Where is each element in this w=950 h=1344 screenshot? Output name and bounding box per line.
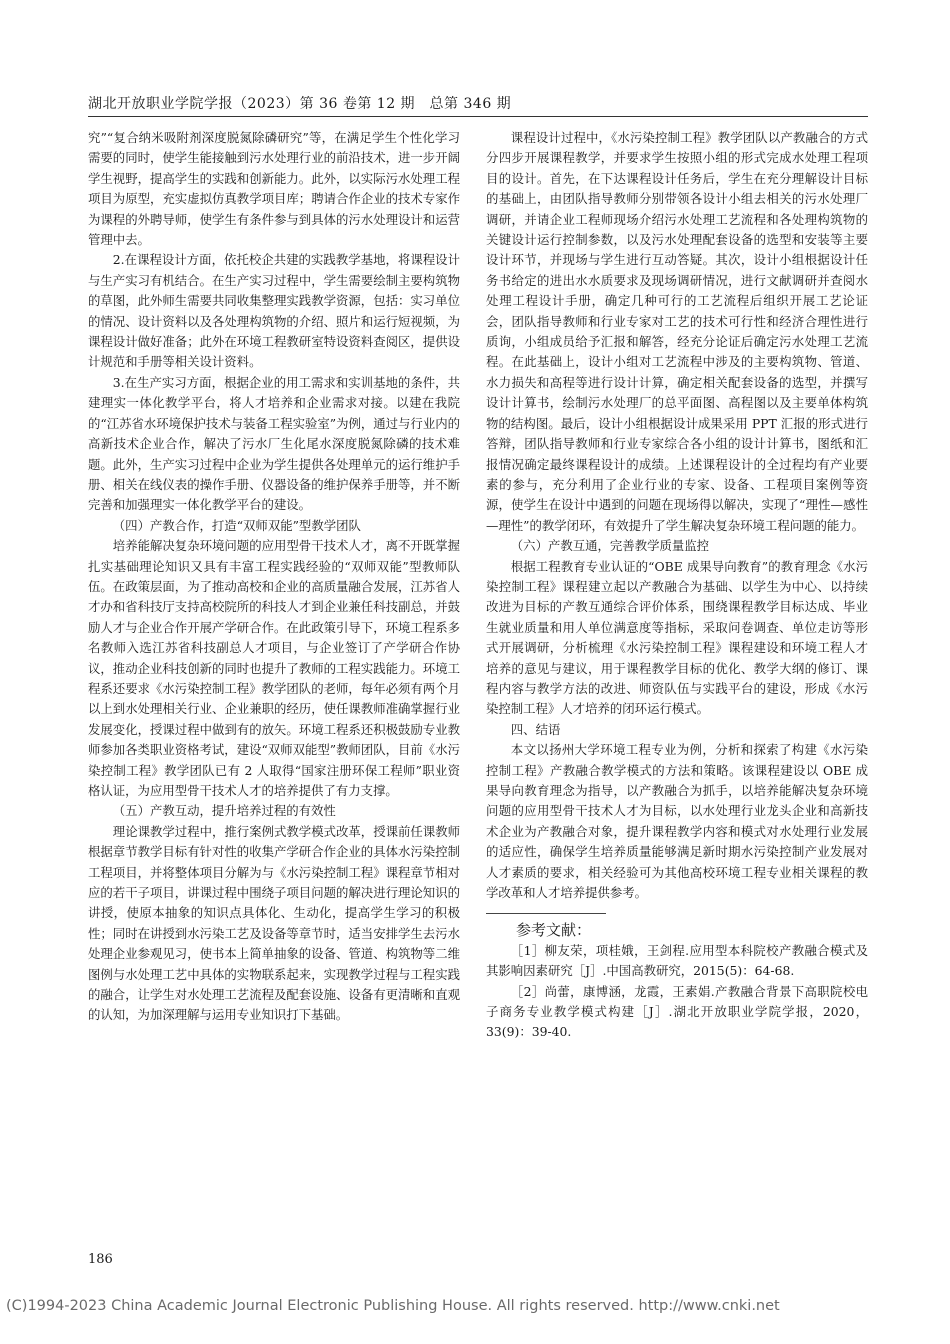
references-heading: 参考文献： bbox=[516, 921, 592, 940]
header-rule bbox=[88, 116, 868, 117]
journal-header: 湖北开放职业学院学报（2023）第 36 卷第 12 期 总第 346 期 bbox=[88, 96, 512, 112]
reference-item: ［2］尚蕾，康博涵，龙霞，王素娟.产教融合背景下高职院校电子商务专业教学模式构建［J］.湖北开放职业学院学报，2020，33(9)：39-40. bbox=[486, 983, 868, 1040]
section-heading: （四）产教合作，打造“双师双能”型教学团队 bbox=[112, 517, 361, 533]
paragraph: 理论课教学过程中，推行案例式教学模式改革，授课前任课教师根据章节教学目标有针对性的收集产学研合作企业的具体水污染控制工程项目，并将整体项目分解为与《水污染控制工程》课程章节相对应的若干子项目，讲课过程中围绕子项目问题的解决进行理论知识的讲授，使原本抽象的知识点具体化、生动化，提高学生学习的积极性；同时在讲授到水污染工艺及设备等章节时，适当安排学生去污水处理企业参观见习，使书本上简单抽象的设备、管道、构筑物等二维图例与水处理工艺中具体的实物联系起来，实现教学过程与工程实践的融合，让学生对水处理工艺流程及配套设施、设备有更清晰和直观的认知，为加深理解与运用专业知识打下基础。 bbox=[88, 823, 460, 1023]
references-divider bbox=[486, 913, 606, 914]
page-number: 186 bbox=[88, 1252, 113, 1267]
section-heading: （六）产教互通，完善教学质量监控 bbox=[510, 538, 710, 554]
left-column bbox=[88, 128, 460, 1026]
paragraph: 究”“复合纳米吸附剂深度脱氮除磷研究”等，在满足学生个性化学习需要的同时，使学生能接触到污水处理行业的前沿技术，进一步开阔学生视野，提高学生的实践和创新能力。此外，以实际污水处理工程项目为原型，充实虚拟仿真教学项目库；聘请合作企业的技术专家作为课程的外聘导师，使学生有条件参与到具体的污水处理设计和运营管理中去。 bbox=[88, 130, 460, 248]
reference-item: ［1］柳友荣，项桂娥，王剑程.应用型本科院校产教融合模式及其影响因素研究［J］.中国高教研究，2015(5)：64-68. bbox=[486, 942, 868, 979]
copyright-footer: (C)1994-2023 China Academic Journal Electronic Publishing House. All rights reserved. http://www.cnki.net bbox=[6, 1298, 780, 1314]
right-column bbox=[486, 128, 868, 1043]
paragraph: 本文以扬州大学环境工程专业为例，分析和探索了构建《水污染控制工程》产教融合教学模式的方法和策略。该课程建设以 OBE 成果导向教育理念为指导，以产教融合为抓手，以培养能解决复杂环境问题的应用型骨干技术人才为目标，以水处理行业龙头企业和高新技术企业为产教融合对象，提升课程教学内容和模式对水处理行业发展的适应性，确保学生培养质量能够满足新时期水污染控制产业发展对人才素质的要求，相关经验可为其他高校环境工程专业相关课程的教学改革和人才培养提供参考。 bbox=[486, 742, 868, 901]
paragraph: 根据工程教育专业认证的“OBE 成果导向教育”的教育理念《水污染控制工程》课程建立起以产教融合为基础、以学生为中心、以持续改进为目标的产教互通综合评价体系，围绕课程教学目标达成、毕业生就业质量和用人单位满意度等指标，采取问卷调查、单位走访等形式开展调研，分析梳理《水污染控制工程》课程建设和环境工程人才培养的意见与建议，用于课程教学目标的优化、教学大纲的修订、课程内容与教学方法的改进、师资队伍与实践平台的建设，形成《水污染控制工程》人才培养的闭环运行模式。 bbox=[486, 558, 868, 717]
section-heading: （五）产教互动，提升培养过程的有效性 bbox=[112, 803, 336, 819]
paragraph: 课程设计过程中，《水污染控制工程》教学团队以产教融合的方式分四步开展课程教学，并要求学生按照小组的形式完成水处理工程项目的设计。首先，在下达课程设计任务后，学生在充分理解设计目标的基础上，由团队指导教师分别带领各设计小组去相关的污水处理厂调研，并请企业工程师现场介绍污水处理工艺流程和各处理构筑物的关键设计运行控制参数，以及污水处理配套设备的选型和安装等主要设计环节，并现场与学生进行互动答疑。其次，设计小组根据设计任务书给定的进出水水质要求及现场调研情况，进行文献调研并查阅水处理工程设计手册，确定几种可行的工艺流程后组织开展工艺论证会，团队指导教师和行业专家对工艺的技术可行性和经济合理性进行质询，小组成员给予汇报和解答，经充分论证后确定污水处理工艺流程。在此基础上，设计小组对工艺流程中涉及的主要构筑物、管道、水力损失和高程等进行设计计算，确定相关配套设备的选型，并撰写设计计算书，绘制污水处理厂的总平面图、高程图以及主要单体构筑物的结构图。最后，设计小组根据设计成果采用 PPT 汇报的形式进行答辩，团队指导教师和行业专家综合各小组的设计计算书，图纸和汇报情况确定最终课程设计的成绩。上述课程设计的全过程均有产业要素的参与，充分利用了企业行业的专家、设备、工程项目案例等资源，使学生在设计中遇到的问题在现场得以解决，实现了“理性—感性—理性”的教学闭环，有效提升了学生解决复杂环境工程问题的能力。 bbox=[486, 130, 868, 533]
paragraph: 3.在生产实习方面，根据企业的用工需求和实训基地的条件，共建理实一体化教学平台，将人才培养和企业需求对接。以建在我院的“江苏省水环境保护技术与装备工程实验室”为例，通过与行业内的高新技术企业合作，解决了污水厂生化尾水深度脱氮除磷的技术难题。此外，生产实习过程中企业为学生提供各处理单元的运行维护手册、相关在线仪表的操作手册、仪器设备的维护保养手册等，并不断完善和加强理实一体化教学平台的建设。 bbox=[88, 374, 460, 513]
paragraph: 2.在课程设计方面，依托校企共建的实践教学基地，将课程设计与生产实习有机结合。在生产实习过程中，学生需要绘制主要构筑物的草图，此外师生需要共同收集整理实践教学资源，包括：实习单位的情况、设计资料以及各处理构筑物的介绍、照片和运行短视频，为课程设计做好准备；此外在环境工程教研室特设资料查阅区，提供设计规范和手册等相关设计资料。 bbox=[88, 252, 460, 370]
paragraph: 培养能解决复杂环境问题的应用型骨干技术人才，离不开既掌握扎实基础理论知识又具有丰富工程实践经验的“双师双能”型教师队伍。在政策层面，为了推动高校和企业的高质量融合发展，江苏省人才办和省科技厅支持高校院所的科技人才到企业兼任科技副总，并鼓励人才与企业合作开展产学研合作。在此政策引导下，环境工程系多名教师入选江苏省科技副总人才项目，与企业签订了产学研合作协议，推动企业科技创新的同时也提升了教师的工程实践能力。环境工程系还要求《水污染控制工程》教学团队的老师，每年必须有两个月以上到水处理相关行业、企业兼职的经历，使任课教师准确掌握行业发展变化，授课过程中做到有的放矢。环境工程系还积极鼓励专业教师参加各类职业资格考试，建设“双师双能型”教师团队，目前《水污染控制工程》教学团队已有 2 人取得“国家注册环保工程师”职业资格认证，为应用型骨干技术人才的培养提供了有力支撑。 bbox=[88, 538, 460, 798]
section-heading: 四、结语 bbox=[510, 721, 561, 737]
